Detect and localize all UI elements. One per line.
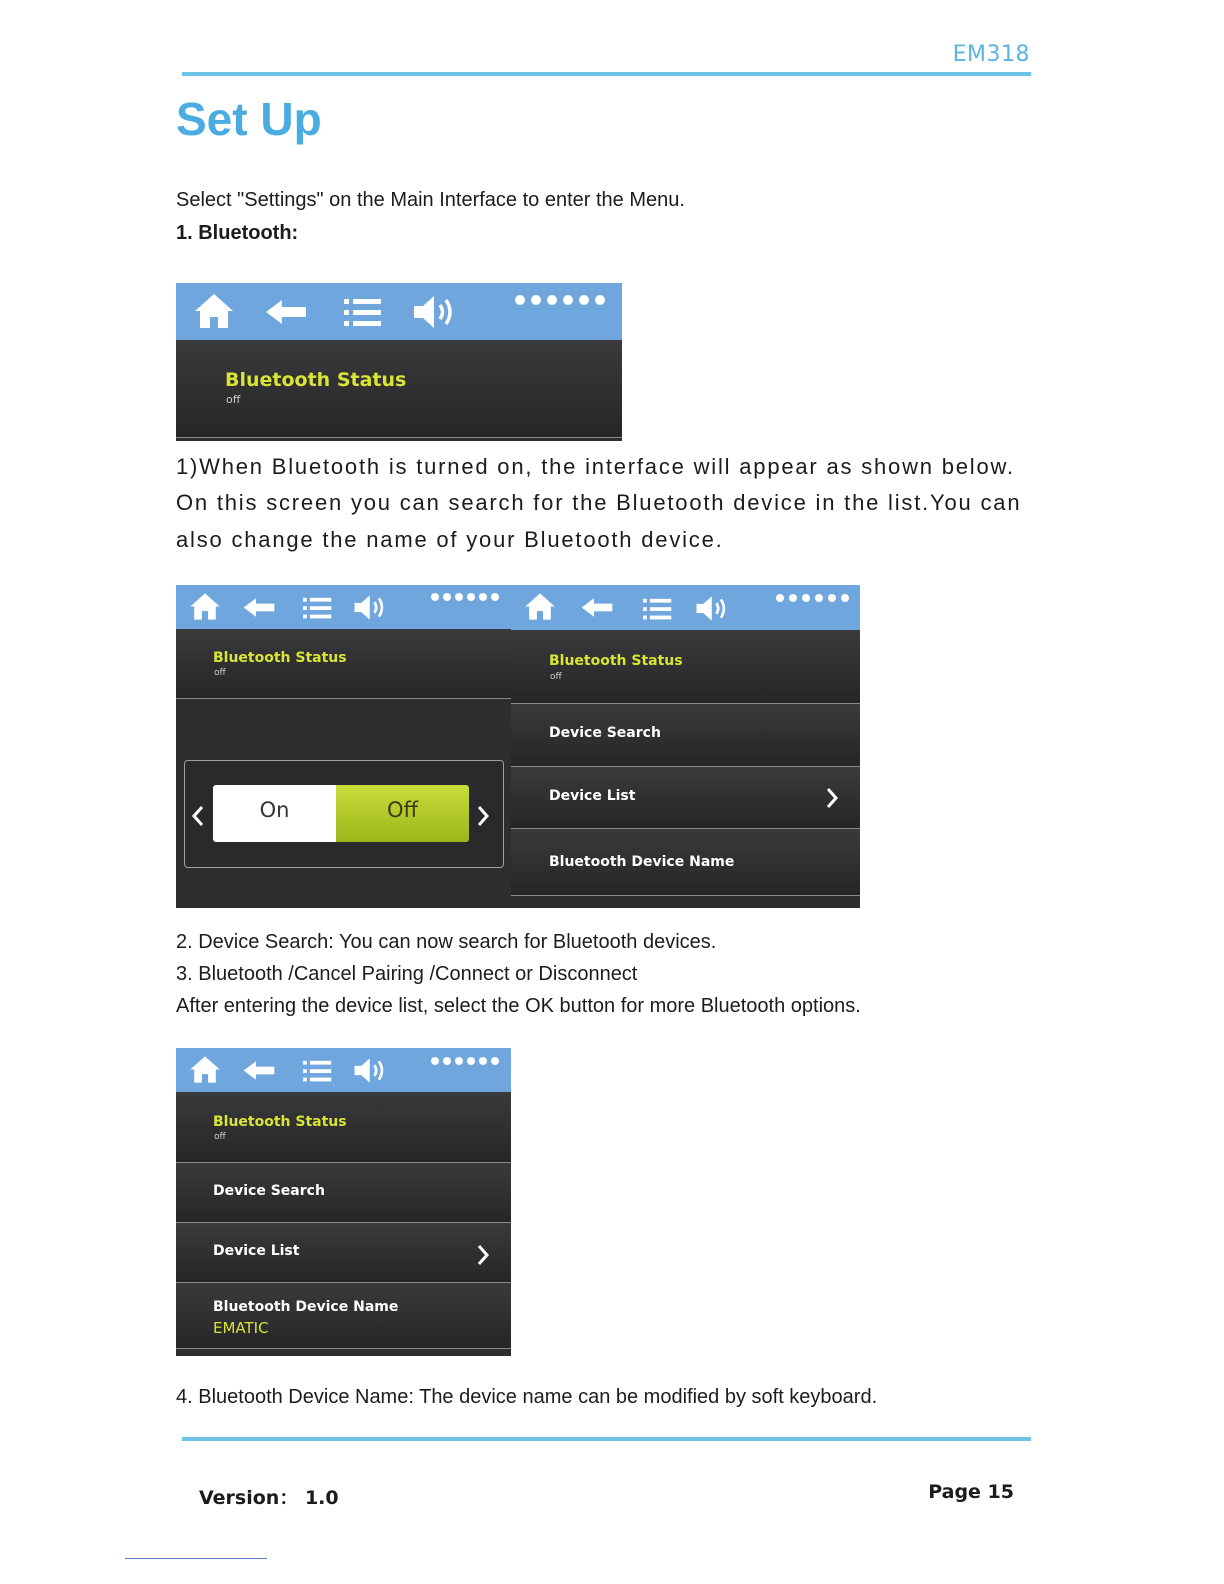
bluetooth-menu-screen xyxy=(511,585,860,908)
back-arrow-icon[interactable] xyxy=(242,596,276,619)
description-line: 1)When Bluetooth is turned on, the interface will appear as shown below. xyxy=(176,454,1015,479)
back-arrow-icon[interactable] xyxy=(580,596,614,619)
bluetooth-device-name-row[interactable] xyxy=(176,1283,511,1349)
bluetooth-status-row[interactable] xyxy=(176,340,622,438)
bluetooth-toggle-screen xyxy=(176,585,511,908)
signal-dots-icon xyxy=(515,295,605,305)
menu-list-icon[interactable] xyxy=(643,597,672,622)
bluetooth-status-label: Bluetooth Status xyxy=(225,369,407,391)
toggle-off-option[interactable]: Off xyxy=(336,785,469,842)
back-arrow-icon[interactable] xyxy=(264,297,308,327)
screen-toolbar xyxy=(176,1048,511,1092)
home-icon[interactable] xyxy=(523,591,557,622)
bluetooth-device-name-label: Bluetooth Device Name xyxy=(549,854,735,870)
menu-list-icon[interactable] xyxy=(303,596,332,621)
description-line: On this screen you can search for the Bluetooth device in the list.You can xyxy=(176,490,1022,515)
volume-icon[interactable] xyxy=(695,594,730,623)
bluetooth-status-value: off xyxy=(226,393,241,406)
bluetooth-status-row[interactable] xyxy=(176,1092,511,1163)
bluetooth-device-name-row[interactable] xyxy=(511,829,860,896)
version-label: Version： 1.0 xyxy=(199,1487,339,1509)
home-icon[interactable] xyxy=(188,1054,222,1085)
device-list-row[interactable] xyxy=(511,767,860,829)
bluetooth-device-name-screen xyxy=(176,1048,511,1356)
screen-toolbar xyxy=(176,283,622,340)
bluetooth-device-name-value: EMATIC xyxy=(213,1319,269,1337)
bluetooth-status-label: Bluetooth Status xyxy=(549,653,683,669)
page-number: Page 15 xyxy=(928,1481,1014,1503)
chevron-right-icon[interactable] xyxy=(475,1244,491,1266)
header-rule xyxy=(182,72,1031,76)
signal-dots-icon xyxy=(431,1057,499,1065)
back-arrow-icon[interactable] xyxy=(242,1059,276,1082)
section-heading-bluetooth: 1. Bluetooth: xyxy=(176,222,299,244)
device-search-label: Device Search xyxy=(549,725,661,741)
device-search-row[interactable] xyxy=(511,704,860,767)
device-list-row[interactable] xyxy=(176,1223,511,1283)
bluetooth-toggle-dialog xyxy=(184,760,504,868)
bluetooth-device-name-label: Bluetooth Device Name xyxy=(213,1299,399,1315)
device-search-row[interactable] xyxy=(176,1163,511,1223)
device-list-label: Device List xyxy=(549,788,636,804)
volume-icon[interactable] xyxy=(353,1056,388,1085)
bluetooth-status-value: off xyxy=(550,672,562,682)
bluetooth-status-row[interactable] xyxy=(176,629,511,699)
description-line: After entering the device list, select the OK button for more Bluetooth options. xyxy=(176,995,861,1017)
screen-toolbar xyxy=(176,585,511,629)
toggle-on-option[interactable]: On xyxy=(213,785,336,842)
bluetooth-status-label: Bluetooth Status xyxy=(213,650,347,666)
page-title: Set Up xyxy=(176,93,322,145)
home-icon[interactable] xyxy=(188,591,222,622)
chevron-right-icon[interactable] xyxy=(824,787,840,809)
home-icon[interactable] xyxy=(192,291,236,331)
chevron-right-icon[interactable] xyxy=(476,805,490,827)
menu-list-icon[interactable] xyxy=(344,297,382,329)
signal-dots-icon xyxy=(431,593,499,601)
document-model-code: EM318 xyxy=(952,42,1030,67)
description-line: 2. Device Search: You can now search for Bluetooth devices. xyxy=(176,931,717,953)
device-list-label: Device List xyxy=(213,1243,300,1259)
volume-icon[interactable] xyxy=(353,593,388,622)
device-search-label: Device Search xyxy=(213,1183,325,1199)
description-line: 4. Bluetooth Device Name: The device name can be modified by soft keyboard. xyxy=(176,1386,878,1408)
menu-list-icon[interactable] xyxy=(303,1059,332,1084)
signal-dots-icon xyxy=(776,594,849,602)
intro-text: Select "Settings" on the Main Interface to enter the Menu. xyxy=(176,189,685,211)
chevron-left-icon[interactable] xyxy=(191,805,205,827)
bluetooth-status-row[interactable] xyxy=(511,630,860,704)
volume-icon[interactable] xyxy=(412,293,458,331)
bluetooth-screen-1 xyxy=(176,283,622,441)
bluetooth-status-value: off xyxy=(214,668,226,678)
screen-toolbar xyxy=(511,585,860,630)
description-line: 3. Bluetooth /Cancel Pairing /Connect or Disconnect xyxy=(176,963,638,985)
footer-rule xyxy=(182,1437,1031,1441)
description-line: also change the name of your Bluetooth device. xyxy=(176,527,724,552)
footer-link-underline xyxy=(125,1558,267,1559)
bluetooth-status-label: Bluetooth Status xyxy=(213,1114,347,1130)
bluetooth-status-value: off xyxy=(214,1132,226,1142)
